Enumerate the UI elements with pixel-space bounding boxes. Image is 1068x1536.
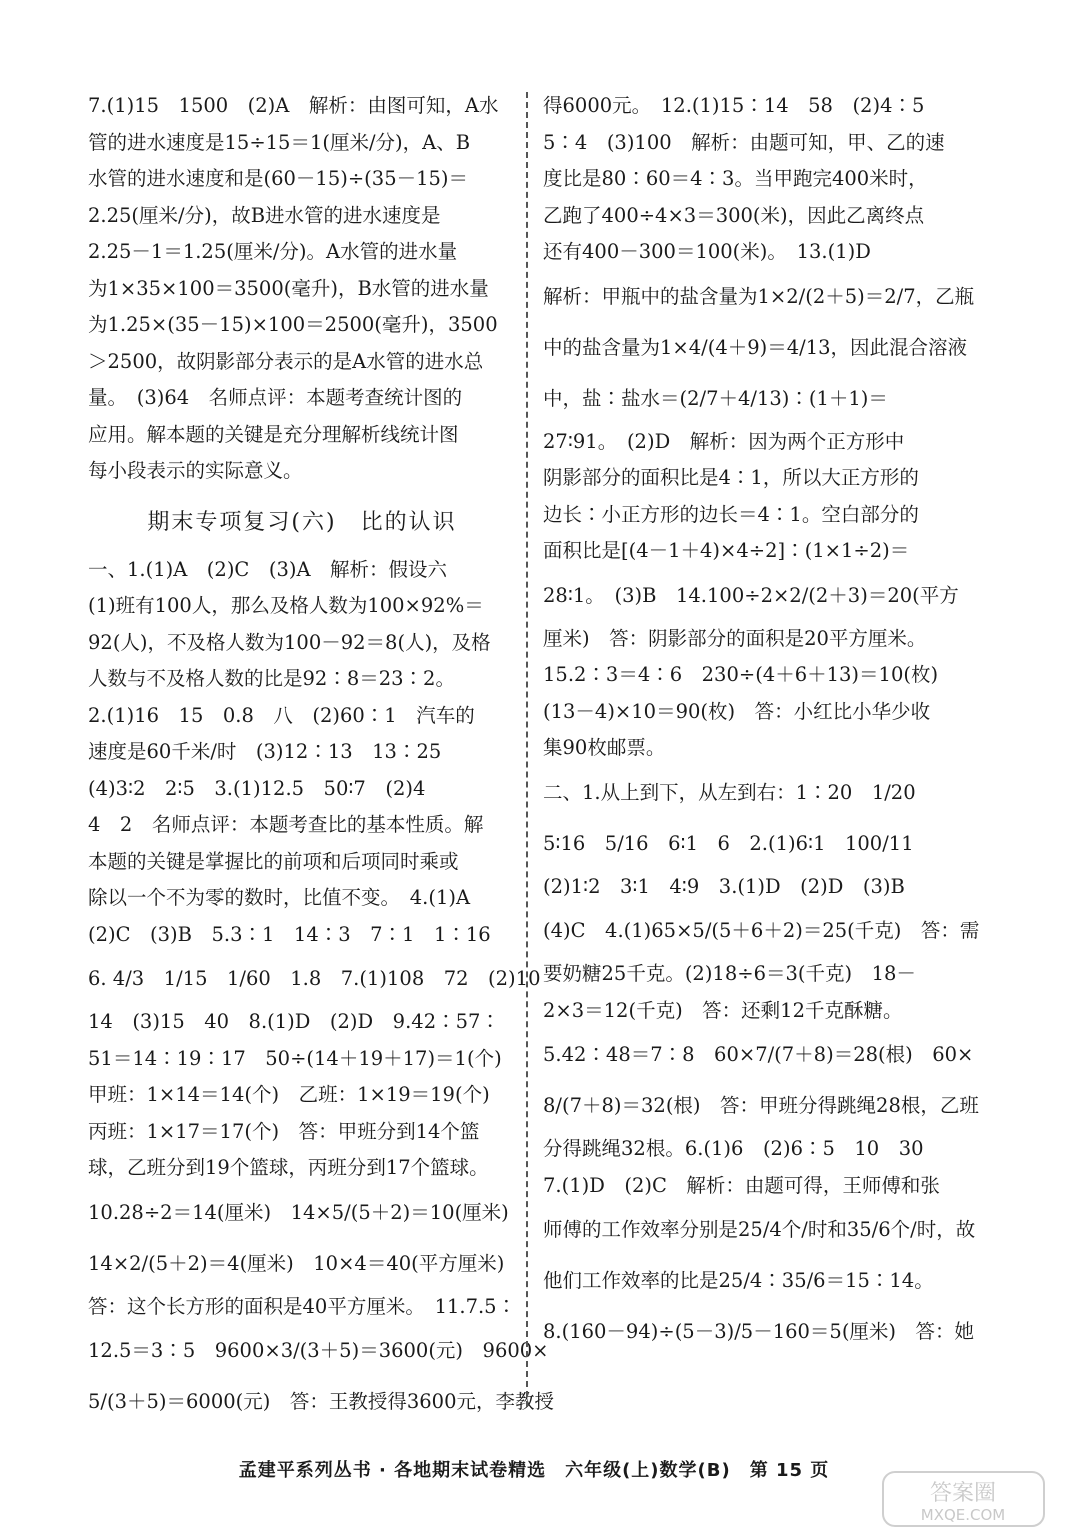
watermark-url: MXQE.COM: [920, 1506, 1006, 1524]
text-line: 2.25－1＝1.25(厘米/分)。A水管的进水量: [88, 240, 458, 263]
text-line: 为1×35×100＝3500(毫升)，B水管的进水量: [88, 276, 489, 300]
text-line: 2×3＝12(千克) 答：还剩12千克酥糖。: [543, 998, 903, 1022]
text-line: 得6000元。 12.(1)15∶14 58 (2)4∶5: [543, 94, 925, 117]
text-line: 14 (3)15 40 8.(1)D (2)D 9.42∶57∶: [88, 1010, 500, 1033]
section-heading: 期末专项复习(六) 比的认识: [147, 509, 457, 535]
text-line: 丙班：1×17＝17(个) 答：甲班分到14个篮: [88, 1119, 480, 1143]
text-line: 阴影部分的面积比是4∶1，所以大正方形的: [543, 466, 919, 489]
text-line: (4)3∶2 2∶5 3.(1)12.5 50∶7 (2)4: [88, 776, 426, 800]
text-line: 4 2 名师点评：本题考查比的基本性质。解: [88, 813, 484, 836]
text-line: 6. 4/3 1/15 1/60 1.8 7.(1)108 72 (2)10: [88, 967, 541, 990]
text-line: 15.2∶3＝4∶6 230÷(4＋6＋13)＝10(枚): [543, 663, 939, 686]
text-line: 51＝14∶19∶17 50÷(14＋19＋17)＝1(个): [88, 1046, 502, 1070]
text-line: 8/(7＋8)＝32(根) 答：甲班分得跳绳28根，乙班: [543, 1094, 979, 1117]
text-line: 水管的进水速度和是(60－15)÷(35－15)＝: [88, 167, 469, 190]
text-line: 27∶91。 (2)D 解析：因为两个正方形中: [543, 429, 905, 453]
text-line: 二、1.从上到下，从左到右：1∶20 1/20: [543, 780, 916, 804]
text-line: 5∶16 5/16 6∶1 6 2.(1)6∶1 100/11: [543, 831, 914, 855]
left-column: [88, 88, 554, 1427]
text-line: (2)1∶2 3∶1 4∶9 3.(1)D (2)D (3)B: [543, 874, 905, 898]
text-line: 厘米) 答：阴影部分的面积是20平方厘米。: [543, 626, 927, 650]
text-line: (13－4)×10＝90(枚) 答：小红比小华少收: [543, 699, 931, 723]
text-line: 7.(1)D (2)C 解析：由题可得，王师傅和张: [543, 1173, 940, 1197]
text-line: 球，乙班分到19个篮球，丙班分到17个篮球。: [88, 1156, 489, 1179]
text-line: 每小段表示的实际意义。: [88, 459, 303, 482]
text-line: (2)C (3)B 5.3∶1 14∶3 7∶1 1∶16: [88, 922, 491, 946]
text-line: 2.25(厘米/分)，故B进水管的进水速度是: [88, 203, 441, 227]
text-line: 分得跳绳32根。6.(1)6 (2)6∶5 10 30: [543, 1137, 924, 1160]
text-line: ＞2500，故阴影部分表示的是A水管的进水总: [88, 349, 484, 373]
text-line: 8.(160－94)÷(5－3)/5－160＝5(厘米) 答：她: [543, 1320, 975, 1343]
text-line: 为1.25×(35－15)×100＝2500(毫升)，3500: [88, 313, 498, 336]
text-line: 28∶1。 (3)B 14.100÷2×2/(2＋3)＝20(平方: [543, 583, 959, 607]
text-line: 面积比是[(4－1＋4)×4÷2]∶(1×1÷2)＝: [543, 539, 910, 562]
text-line: 乙跑了400÷4×3＝300(米)，因此乙离终点: [543, 203, 925, 227]
text-line: 他们工作效率的比是25/4∶35/6＝15∶14。: [543, 1269, 934, 1292]
text-line: 一、1.(1)A (2)C (3)A 解析：假设六: [88, 557, 448, 581]
text-line: 甲班：1×14＝14(个) 乙班：1×19＝19(个): [88, 1083, 490, 1106]
text-line: 5.42∶48＝7∶8 60×7/(7＋8)＝28(根) 60×: [543, 1043, 974, 1066]
text-line: 12.5＝3∶5 9600×3/(3＋5)＝3600(元) 9600×: [88, 1339, 549, 1362]
text-line: 人数与不及格人数的比是92∶8＝23∶2。: [88, 667, 455, 690]
text-line: 5∶4 (3)100 解析：由题可知，甲、乙的速: [543, 130, 945, 154]
text-line: 本题的关键是掌握比的前项和后项同时乘或: [88, 849, 459, 873]
text-line: 解析：甲瓶中的盐含量为1×2/(2＋5)＝2/7，乙瓶: [543, 284, 975, 308]
text-line: 中，盐∶盐水＝(2/7＋4/13)∶(1＋1)＝: [543, 386, 888, 410]
text-line: (4)C 4.(1)65×5/(5＋6＋2)＝25(千克) 答：需: [543, 919, 980, 942]
text-line: 除以一个不为零的数时，比值不变。 4.(1)A: [88, 886, 471, 909]
text-line: 应用。解本题的关键是充分理解析线统计图: [88, 422, 459, 446]
right-column: [543, 88, 980, 1357]
text-line: (1)班有100人，那么及格人数为100×92%＝: [88, 594, 484, 617]
text-line: 集90枚邮票。: [543, 736, 666, 759]
page-footer: 孟建平系列丛书 · 各地期末试卷精选 六年级(上)数学(B) 第 15 页: [238, 1460, 830, 1481]
text-line: 5/(3＋5)＝6000(元) 答：王教授得3600元，李教授: [88, 1390, 554, 1413]
text-line: 中的盐含量为1×4/(4＋9)＝4/13，因此混合溶液: [543, 335, 968, 359]
text-line: 2.(1)16 15 0.8 八 (2)60∶1 汽车的: [88, 703, 475, 727]
text-line: 还有400－300＝100(米)。 13.(1)D: [543, 240, 871, 263]
text-line: 边长∶小正方形的边长＝4∶1。空白部分的: [543, 502, 919, 526]
text-line: 答：这个长方形的面积是40平方厘米。 11.7.5∶: [88, 1294, 517, 1318]
watermark-logo: [881, 1470, 1046, 1528]
text-line: 92(人)，不及格人数为100－92＝8(人)，及格: [88, 630, 491, 654]
text-line: 速度是60千米/时 (3)12∶13 13∶25: [88, 740, 442, 763]
text-line: 要奶糖25千克。(2)18÷6＝3(千克) 18－: [543, 962, 916, 985]
text-line: 度比是80∶60＝4∶3。当甲跑完400米时，: [543, 167, 928, 190]
text-line: 7.(1)15 1500 (2)A 解析：由图可知，A水: [88, 94, 499, 117]
text-line: 10.28÷2＝14(厘米) 14×5/(5＋2)＝10(厘米): [88, 1200, 509, 1224]
text-line: 14×2/(5＋2)＝4(厘米) 10×4＝40(平方厘米): [88, 1251, 505, 1275]
text-line: 师傅的工作效率分别是25/4个/时和35/6个/时，故: [543, 1218, 976, 1241]
watermark-title: 答案圈: [929, 1481, 997, 1506]
text-line: 量。 (3)64 名师点评：本题考查统计图的: [88, 386, 463, 409]
column-divider: [526, 92, 528, 1407]
text-line: 管的进水速度是15÷15＝1(厘米/分)，A、B: [88, 130, 471, 154]
